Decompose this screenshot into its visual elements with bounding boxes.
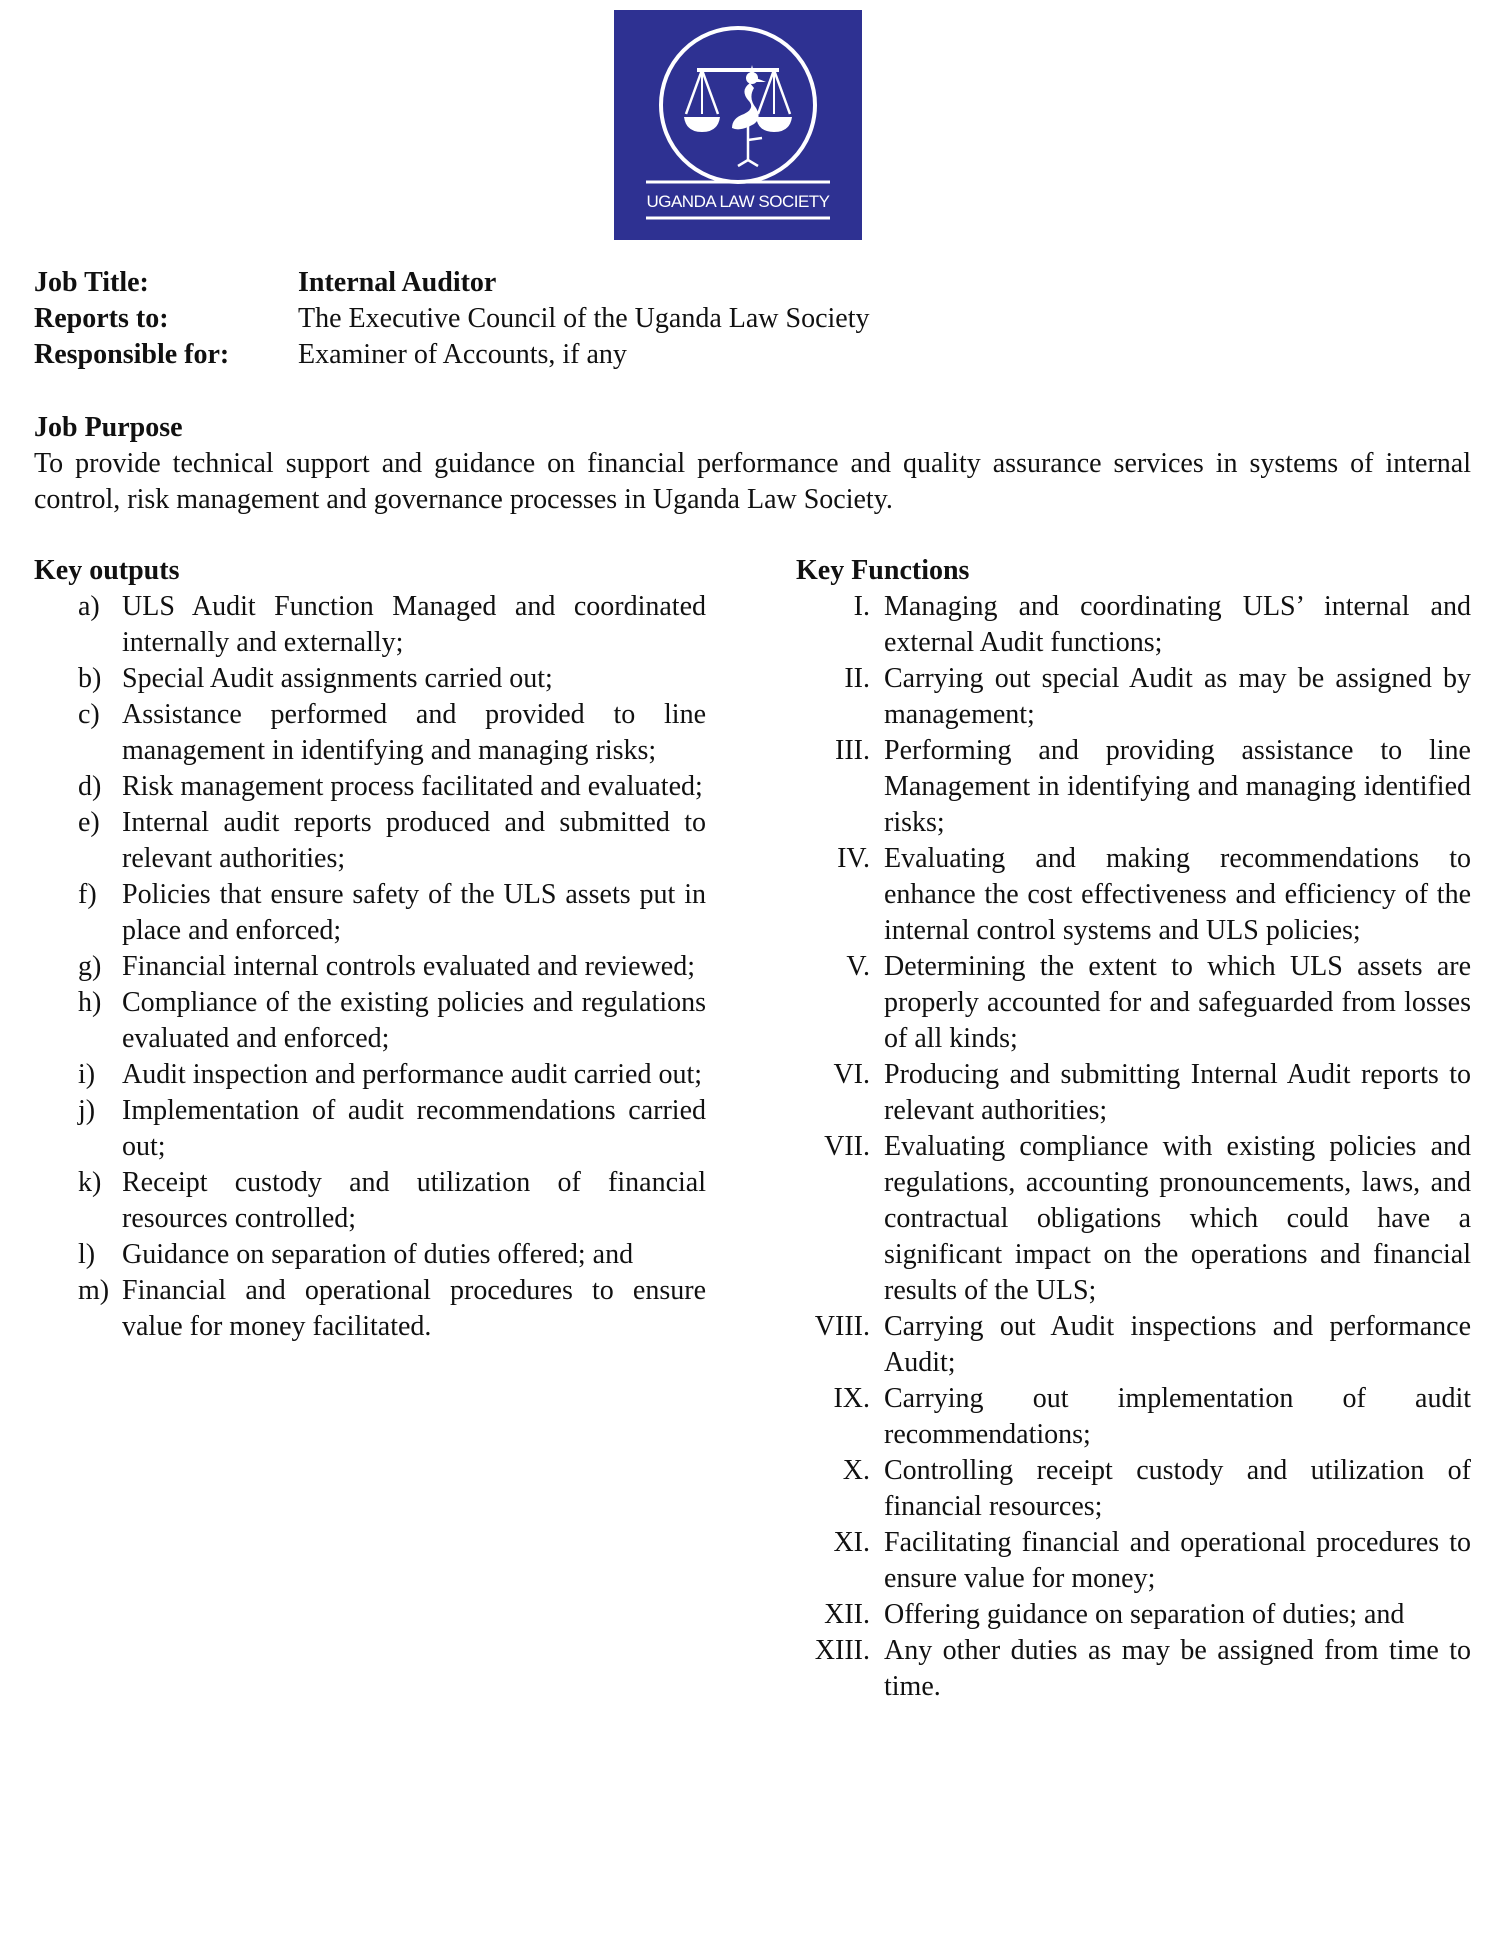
key-functions-heading: Key Functions (796, 555, 970, 586)
key-function-item (796, 1309, 1471, 1381)
key-output-text: Special Audit assignments carried out; (122, 663, 553, 694)
key-output-item (34, 589, 706, 661)
key-function-marker: IX. (833, 1383, 870, 1414)
key-function-marker: X. (842, 1455, 870, 1486)
uganda-law-society-logo (614, 10, 862, 240)
key-output-marker: f) (78, 879, 97, 910)
key-outputs-heading: Key outputs (34, 555, 180, 586)
key-function-marker: XIII. (814, 1635, 870, 1666)
key-output-item (34, 949, 706, 985)
key-function-text: Carrying out Audit inspections and performance Audit; (884, 1311, 1471, 1378)
key-output-item (34, 1273, 706, 1345)
reports-to-label: Reports to: (34, 303, 169, 334)
job-purpose-text: To provide technical support and guidance on financial performance and quality assurance services in systems of internal control, risk management and governance processes in Uganda Law Society. (34, 448, 1471, 515)
responsible-for-value: Examiner of Accounts, if any (298, 339, 627, 370)
key-output-marker: g) (78, 951, 102, 982)
key-function-text: Evaluating compliance with existing policies and regulations, accounting pronouncements, laws, and contractual obligations which could have a significant impact on the operations and financial results of the ULS; (884, 1131, 1471, 1306)
key-function-text: Determining the extent to which ULS assets are properly accounted for and safeguarded from losses of all kinds; (884, 951, 1471, 1054)
key-output-text: Receipt custody and utilization of financial resources controlled; (122, 1167, 706, 1234)
key-output-marker: m) (78, 1275, 110, 1306)
key-function-marker: IV. (837, 843, 870, 874)
key-function-marker: VII. (824, 1131, 870, 1162)
key-output-text: Implementation of audit recommendations carried out; (122, 1095, 706, 1162)
responsible-for-label: Responsible for: (34, 339, 230, 370)
key-output-text: Internal audit reports produced and submitted to relevant authorities; (122, 807, 706, 874)
key-function-marker: II. (844, 663, 870, 694)
key-function-text: Any other duties as may be assigned from time to time. (884, 1635, 1471, 1702)
key-output-item (34, 1165, 706, 1237)
key-output-text: Audit inspection and performance audit carried out; (122, 1059, 703, 1090)
key-function-text: Carrying out special Audit as may be assigned by management; (884, 663, 1471, 730)
key-output-marker: e) (78, 807, 100, 838)
logo-text: UGANDA LAW SOCIETY (646, 192, 830, 211)
key-function-marker: I. (853, 591, 870, 622)
key-output-marker: h) (78, 987, 102, 1018)
key-function-item (796, 661, 1471, 733)
key-output-item (34, 697, 706, 769)
reports-to-row (34, 301, 869, 337)
key-output-marker: b) (78, 663, 102, 694)
key-output-marker: d) (78, 771, 102, 802)
key-output-text: Policies that ensure safety of the ULS assets put in place and enforced; (122, 879, 706, 946)
key-function-item (796, 1381, 1471, 1453)
key-function-item (796, 733, 1471, 841)
key-function-text: Controlling receipt custody and utilization of financial resources; (884, 1455, 1471, 1522)
key-outputs-section (34, 553, 706, 1345)
key-output-marker: a) (78, 591, 100, 622)
key-output-item (34, 769, 706, 805)
key-function-marker: XII. (824, 1599, 870, 1630)
key-output-item (34, 985, 706, 1057)
key-function-item (796, 1129, 1471, 1309)
key-function-text: Producing and submitting Internal Audit reports to relevant authorities; (884, 1059, 1471, 1126)
key-function-text: Managing and coordinating ULS’ internal and external Audit functions; (884, 591, 1471, 658)
key-output-marker: l) (78, 1239, 96, 1270)
key-function-item (796, 841, 1471, 949)
key-functions-list (796, 589, 1471, 1705)
job-title-row (34, 265, 869, 301)
key-output-item (34, 805, 706, 877)
job-purpose-section (34, 410, 1471, 518)
key-function-item (796, 1453, 1471, 1525)
key-function-item (796, 1633, 1471, 1705)
key-function-text: Carrying out implementation of audit recommendations; (884, 1383, 1471, 1450)
job-title-value: Internal Auditor (298, 267, 497, 298)
key-output-item (34, 1057, 706, 1093)
reports-to-value: The Executive Council of the Uganda Law Society (298, 303, 870, 334)
key-function-marker: XI. (833, 1527, 870, 1558)
key-functions-section (796, 553, 1471, 1705)
key-function-marker: III. (835, 735, 870, 766)
key-function-item (796, 949, 1471, 1057)
key-output-marker: i) (78, 1059, 96, 1090)
key-function-text: Offering guidance on separation of duties; and (884, 1599, 1405, 1630)
key-output-marker: c) (78, 699, 100, 730)
key-function-marker: VIII. (814, 1311, 870, 1342)
responsible-for-row (34, 337, 869, 373)
key-function-item (796, 1597, 1471, 1633)
job-header (34, 265, 869, 373)
key-output-item (34, 661, 706, 697)
key-function-marker: V. (846, 951, 870, 982)
key-output-text: Risk management process facilitated and evaluated; (122, 771, 703, 802)
key-output-text: Assistance performed and provided to line management in identifying and managing risks; (122, 699, 706, 766)
key-function-marker: VI. (833, 1059, 870, 1090)
key-function-text: Facilitating financial and operational procedures to ensure value for money; (884, 1527, 1471, 1594)
key-output-item (34, 1093, 706, 1165)
key-function-item (796, 1525, 1471, 1597)
key-output-item (34, 1237, 706, 1273)
key-function-item (796, 589, 1471, 661)
key-function-text: Performing and providing assistance to line Management in identifying and managing identified risks; (884, 735, 1471, 838)
key-output-marker: k) (78, 1167, 102, 1198)
job-purpose-heading: Job Purpose (34, 412, 183, 443)
key-function-item (796, 1057, 1471, 1129)
key-output-text: Financial internal controls evaluated and reviewed; (122, 951, 696, 982)
key-output-item (34, 877, 706, 949)
key-output-text: Compliance of the existing policies and regulations evaluated and enforced; (122, 987, 706, 1054)
key-output-marker: j) (78, 1095, 96, 1126)
job-title-label: Job Title: (34, 267, 149, 298)
key-output-text: Financial and operational procedures to ensure value for money facilitated. (122, 1275, 706, 1342)
key-outputs-list (34, 589, 706, 1345)
key-output-text: Guidance on separation of duties offered; and (122, 1239, 634, 1270)
key-output-text: ULS Audit Function Managed and coordinated internally and externally; (122, 591, 706, 658)
key-function-text: Evaluating and making recommendations to enhance the cost effectiveness and efficiency of the internal control systems and ULS policies; (884, 843, 1471, 946)
